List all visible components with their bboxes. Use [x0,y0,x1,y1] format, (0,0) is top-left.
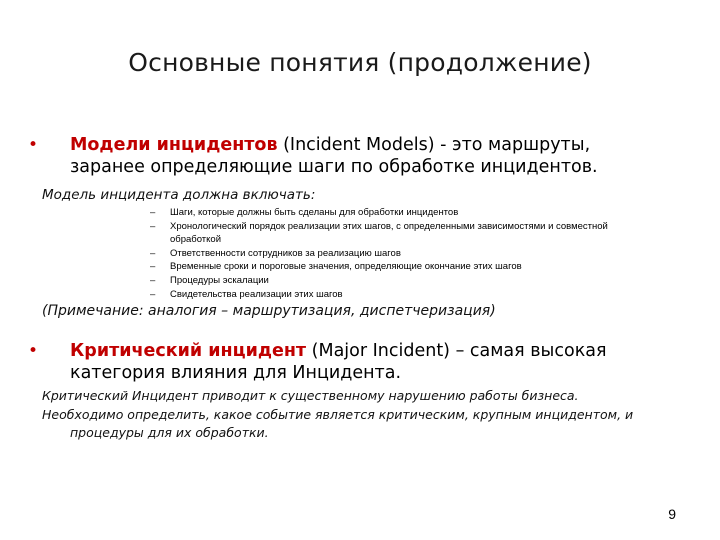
bullet-marker: • [28,341,39,361]
model-items-list [150,206,640,301]
bullet-text [70,340,700,384]
list-item: – Ответственности сотрудников за реализацию шагов [150,247,401,259]
bullet-definition-line2: категория влияния для Инцидента. [70,363,402,383]
list-item: – Хронологический порядок реализации этих шагов, с определенными зависимостями и совместной обработкой [150,220,608,246]
major-incident-line2: Необходимо определить, какое событие является критическим, крупным инцидентом, и [42,407,634,422]
bullet-text [70,134,700,178]
list-item: – Временные сроки и пороговые значения, определяющие окончание этих шагов [150,261,522,273]
list-item: – Процедуры эскалации [150,274,269,286]
term-major-incident: Критический инцидент [70,341,307,361]
list-item: – Шаги, которые должны быть сделаны для обработки инцидентов [150,207,459,218]
page-number: 9 [668,506,676,522]
analogy-note: (Примечание: аналогия – маршрутизация, диспетчеризация) [42,303,496,319]
major-incident-line3: процедуры для их обработки. [70,425,269,440]
bullet-definition-line2: заранее определяющие шаги по обработке инцидентов. [70,157,598,177]
list-item: – Свидетельства реализации этих шагов [150,288,343,300]
slide-title: Основные понятия (продолжение) [128,48,592,77]
major-incident-line1: Критический Инцидент приводит к существенному нарушению работы бизнеса. [42,388,579,403]
model-intro: Модель инцидента должна включать: [42,187,316,203]
term-incident-models: Модели инцидентов [70,135,278,155]
bullet-definition: (Incident Models) - это маршруты, [277,135,591,155]
bullet-marker: • [28,135,39,155]
bullet-definition: (Major Incident) – самая высокая [306,341,607,361]
